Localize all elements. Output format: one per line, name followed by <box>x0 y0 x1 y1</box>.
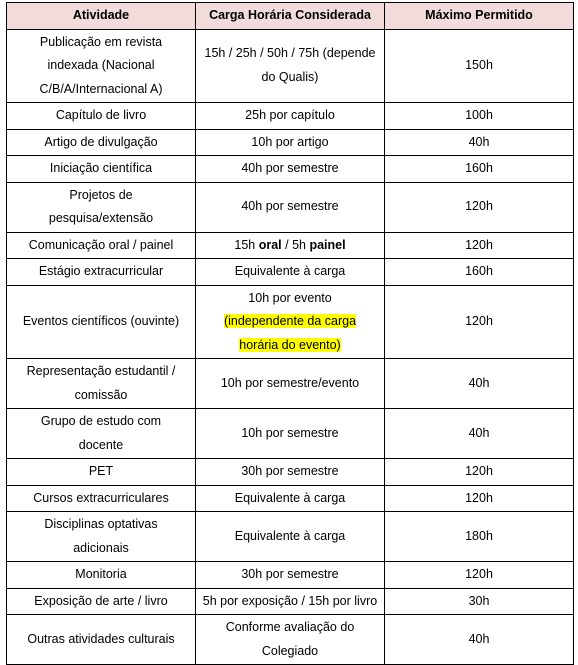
cell-maximo: 160h <box>385 259 574 286</box>
table-row <box>7 485 574 512</box>
carga-line: 10h por evento <box>248 290 332 305</box>
table-row <box>7 359 574 409</box>
cell-atividade: Comunicação oral / painel <box>7 232 196 259</box>
cell-atividade: Monitoria <box>7 562 196 589</box>
table-row <box>7 615 574 665</box>
table-row <box>7 103 574 130</box>
header-carga: Carga Horária Considerada <box>196 3 385 30</box>
cell-carga: 10h por artigo <box>196 129 385 156</box>
table-row <box>7 129 574 156</box>
cell-carga: 25h por capítulo <box>196 103 385 130</box>
header-atividade: Atividade <box>7 3 196 30</box>
cell-maximo: 40h <box>385 129 574 156</box>
header-maximo: Máximo Permitido <box>385 3 574 30</box>
cell-maximo: 30h <box>385 588 574 615</box>
cell-maximo: 180h <box>385 512 574 562</box>
cell-atividade: Capítulo de livro <box>7 103 196 130</box>
carga-text: / 5h <box>281 237 310 252</box>
cell-maximo: 120h <box>385 285 574 359</box>
table-row <box>7 512 574 562</box>
cell-atividade: PET <box>7 459 196 486</box>
cell-atividade: Representação estudantil / comissão <box>7 359 196 409</box>
cell-maximo: 40h <box>385 409 574 459</box>
cell-atividade: Iniciação científica <box>7 156 196 183</box>
header-row <box>7 3 574 30</box>
table-row <box>7 562 574 589</box>
cell-carga: 5h por exposição / 15h por livro <box>196 588 385 615</box>
cell-carga: Conforme avaliação do Colegiado <box>196 615 385 665</box>
cell-atividade: Outras atividades culturais <box>7 615 196 665</box>
table-row <box>7 259 574 286</box>
cell-carga: 15h / 25h / 50h / 75h (depende do Qualis) <box>196 29 385 103</box>
cell-maximo: 150h <box>385 29 574 103</box>
cell-carga: Equivalente à carga <box>196 512 385 562</box>
table-row <box>7 285 574 359</box>
cell-carga: 30h por semestre <box>196 459 385 486</box>
table-row <box>7 588 574 615</box>
activities-table <box>6 2 574 665</box>
cell-maximo: 120h <box>385 485 574 512</box>
carga-bold-oral: oral <box>258 237 282 252</box>
cell-atividade: Projetos de pesquisa/extensão <box>7 182 196 232</box>
cell-carga: 10h por semestre/evento <box>196 359 385 409</box>
carga-bold-painel: painel <box>309 237 346 252</box>
cell-atividade: Estágio extracurricular <box>7 259 196 286</box>
table-row <box>7 459 574 486</box>
table-row <box>7 409 574 459</box>
table-row <box>7 232 574 259</box>
table-row <box>7 156 574 183</box>
cell-carga: Equivalente à carga <box>196 259 385 286</box>
cell-atividade: Cursos extracurriculares <box>7 485 196 512</box>
cell-maximo: 120h <box>385 182 574 232</box>
cell-maximo: 120h <box>385 459 574 486</box>
table-row <box>7 29 574 103</box>
cell-maximo: 120h <box>385 232 574 259</box>
cell-carga: 40h por semestre <box>196 156 385 183</box>
cell-maximo: 160h <box>385 156 574 183</box>
cell-maximo: 40h <box>385 615 574 665</box>
table-row <box>7 182 574 232</box>
cell-carga: 40h por semestre <box>196 182 385 232</box>
carga-text: 15h <box>234 237 259 252</box>
cell-carga <box>196 285 385 359</box>
cell-carga: Equivalente à carga <box>196 485 385 512</box>
cell-carga: 10h por semestre <box>196 409 385 459</box>
cell-maximo: 100h <box>385 103 574 130</box>
cell-atividade: Grupo de estudo com docente <box>7 409 196 459</box>
cell-maximo: 120h <box>385 562 574 589</box>
cell-atividade: Exposição de arte / livro <box>7 588 196 615</box>
cell-atividade: Disciplinas optativas adicionais <box>7 512 196 562</box>
cell-carga: 30h por semestre <box>196 562 385 589</box>
cell-carga <box>196 232 385 259</box>
cell-atividade: Artigo de divulgação <box>7 129 196 156</box>
cell-atividade: Publicação em revista indexada (Nacional C/B/A/Internacional A) <box>7 29 196 103</box>
highlighted-note: (independente da carga horária do evento) <box>223 314 357 352</box>
cell-atividade: Eventos científicos (ouvinte) <box>7 285 196 359</box>
cell-maximo: 40h <box>385 359 574 409</box>
